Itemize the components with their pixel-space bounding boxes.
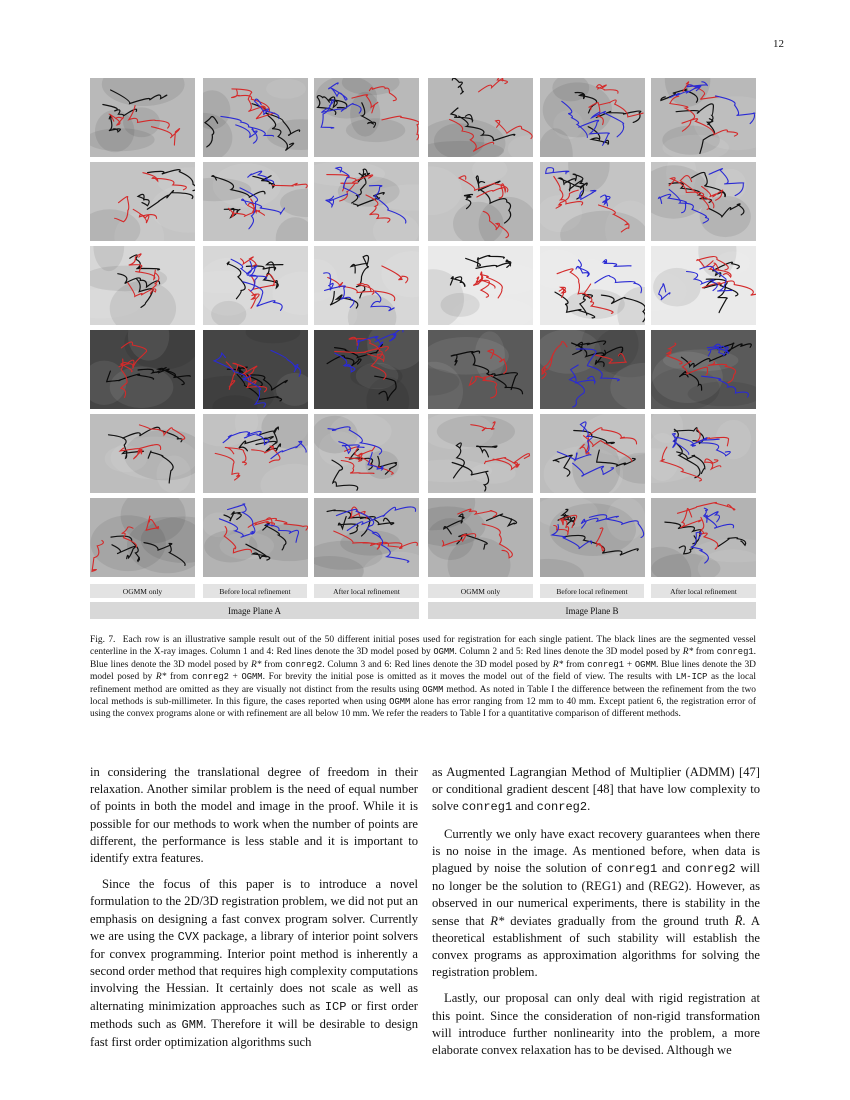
xray-image xyxy=(203,414,308,493)
xray-tile xyxy=(428,78,533,157)
xray-tile xyxy=(428,246,533,325)
xray-image xyxy=(314,330,419,409)
caption-code: OGMM xyxy=(241,672,263,683)
caption-text: alone has error ranging from 12 mm to 40 mm. Except patient 6, the registration error of using the convex programs alone or with refinement are all below 10 mm. We refer the readers to Table I for a quantitative comparison of different methods. xyxy=(90,697,756,720)
paragraph-text: . Therefore it will be desirable to design fast first order optimization algorithms such xyxy=(90,1016,418,1050)
xray-image xyxy=(90,78,195,157)
paragraph-text: . A theoretical establishment of such stability will establish the convex programs as approximation algorithms for solving the registration problem. xyxy=(432,913,760,980)
xray-image xyxy=(651,414,756,493)
xray-image xyxy=(540,330,645,409)
xray-image xyxy=(428,330,533,409)
paragraph: in considering the translational degree of freedom in their relaxation. Another similar problem is the need of equal number of points in both the model and image in the proof. While it is possible for our methods to work when the number of points are different, the performance is less stable and it is important to identify extra features. xyxy=(90,765,418,866)
caption-math: R* xyxy=(682,647,694,658)
paragraph-text: Currently we only have exact recovery guarantees when there is no noise in the image. As mentioned before, when data is plagued by noise the solution of xyxy=(432,826,760,876)
xray-texture xyxy=(700,196,751,237)
xray-tile xyxy=(203,246,308,325)
right-column xyxy=(432,764,760,1068)
paragraph-code: conreg2 xyxy=(685,862,736,877)
xray-image xyxy=(203,246,308,325)
caption-text: from xyxy=(563,659,588,670)
left-column xyxy=(90,764,418,1060)
xray-image xyxy=(203,330,308,409)
xray-tile xyxy=(651,78,756,157)
paragraph xyxy=(432,826,760,982)
caption-text: from xyxy=(261,659,286,670)
caption-text: . Column 3 and 6: Red lines denote the 3D model posed by xyxy=(322,659,553,670)
xray-tile xyxy=(651,162,756,241)
caption-text: . Blue lines denote the 3D model posed by xyxy=(90,659,757,683)
xray-tile xyxy=(90,414,195,493)
paragraph-text: . xyxy=(587,799,591,814)
caption-code: conreg2 xyxy=(285,659,323,670)
xray-tile xyxy=(540,330,645,409)
caption-code: LM-ICP xyxy=(675,672,708,683)
caption-text: as the local refinement method are omitted as they are visually not distinct from the results using xyxy=(90,672,756,695)
xray-tile xyxy=(314,330,419,409)
xray-tile xyxy=(651,498,756,577)
paragraph-code: CVX xyxy=(177,929,200,944)
xray-image xyxy=(314,78,419,157)
xray-image xyxy=(651,330,756,409)
caption-math: R* xyxy=(250,659,262,670)
xray-tile xyxy=(203,498,308,577)
xray-tile xyxy=(203,162,308,241)
xray-image xyxy=(540,414,645,493)
xray-image xyxy=(428,498,533,577)
xray-tile xyxy=(540,414,645,493)
column-label-after-a: After local refinement xyxy=(314,584,419,598)
paragraph-text: and xyxy=(657,861,686,876)
column-label-after-b: After local refinement xyxy=(651,584,756,598)
caption-math: R* xyxy=(155,672,167,683)
paragraph-code: conreg1 xyxy=(606,862,658,877)
xray-tile xyxy=(314,162,419,241)
paragraph-code: conreg2 xyxy=(536,800,588,815)
xray-image xyxy=(540,78,645,157)
paragraph xyxy=(90,876,418,1051)
xray-image xyxy=(90,498,195,577)
paragraph-text: package, a library of interior point solvers for convex programming. Interior point method is inherently a second order method that requires high complexity computations involving the Hessian. It certainly does not scale as well as alternating minimization approaches such as xyxy=(90,928,418,1013)
xray-tile xyxy=(428,414,533,493)
xray-image xyxy=(203,78,308,157)
figure-label: Fig. 7. xyxy=(90,635,116,645)
caption-text: . Column 2 and 5: Red lines denote the 3D model posed by xyxy=(454,647,683,658)
caption-code: OGMM xyxy=(389,697,411,708)
xray-tile xyxy=(428,330,533,409)
xray-image xyxy=(90,162,195,241)
paragraph-code: conreg1 xyxy=(461,800,513,815)
caption-text: . Blue lines denote the 3D model posed by xyxy=(90,647,756,670)
xray-tile xyxy=(540,498,645,577)
xray-tile xyxy=(540,162,645,241)
paragraph-text: will no longer be the solution to (REG1) and (REG2). However, as observed in our numerical experiments, there is stability in the sense that xyxy=(432,861,760,928)
xray-tile xyxy=(314,498,419,577)
column-label-ogmm-b: OGMM only xyxy=(428,584,533,598)
paragraph-text: and xyxy=(512,799,537,814)
xray-texture xyxy=(566,289,625,319)
xray-image xyxy=(90,330,195,409)
xray-tile xyxy=(203,330,308,409)
paragraph xyxy=(432,764,760,817)
figure-7-grid xyxy=(90,78,756,582)
paragraph-math: R̄ xyxy=(734,913,743,928)
caption-text: method. As noted in Table I the difference between the refinement from the two local methods is sub-millimeter. In this figure, the cases reported when using xyxy=(90,684,756,708)
caption-text: + xyxy=(624,659,635,670)
caption-code: OGMM xyxy=(433,647,455,658)
xray-tile xyxy=(314,246,419,325)
xray-image xyxy=(651,246,756,325)
xray-tile xyxy=(651,330,756,409)
plane-label-b: Image Plane B xyxy=(428,602,756,619)
xray-tile xyxy=(651,246,756,325)
xray-image xyxy=(314,246,419,325)
caption-math: R* xyxy=(552,659,564,670)
xray-image xyxy=(428,246,533,325)
plane-label-a: Image Plane A xyxy=(90,602,419,619)
caption-text: from xyxy=(166,672,192,683)
xray-tile xyxy=(314,78,419,157)
xray-image xyxy=(314,498,419,577)
xray-tile xyxy=(651,414,756,493)
xray-image xyxy=(428,414,533,493)
paragraph: Lastly, our proposal can only deal with rigid registration at this point. Since the consideration of non-rigid transformation will introduce further nonlinearity into the problem, a more elaborate convex relaxation has to be devised. Although we xyxy=(432,991,760,1058)
caption-text: . For brevity the initial pose is omitted as it moves the model out of the field of view. The results with xyxy=(262,672,676,683)
xray-image xyxy=(651,498,756,577)
xray-tile xyxy=(314,414,419,493)
xray-tile xyxy=(90,78,195,157)
xray-texture xyxy=(330,414,392,450)
xray-tile xyxy=(90,330,195,409)
xray-tile xyxy=(90,162,195,241)
xray-tile xyxy=(540,246,645,325)
xray-image xyxy=(90,414,195,493)
caption-code: OGMM xyxy=(422,684,444,695)
column-label-before-b: Before local refinement xyxy=(540,584,644,598)
caption-code: conreg1 xyxy=(587,659,625,670)
paragraph-text: as Augmented Lagrangian Method of Multiplier (ADMM) [47] or conditional gradient descent [48] that have low complexity to solve xyxy=(432,765,760,814)
paragraph-text: or first order methods such as xyxy=(90,998,418,1031)
xray-image xyxy=(90,246,195,325)
caption-code: conreg1 xyxy=(716,647,754,658)
xray-image xyxy=(540,246,645,325)
xray-image xyxy=(428,162,533,241)
caption-text: from xyxy=(693,647,717,658)
figure-caption xyxy=(90,634,756,721)
xray-texture xyxy=(266,79,306,99)
xray-tile xyxy=(90,498,195,577)
column-label-ogmm-a: OGMM only xyxy=(90,584,195,598)
xray-texture xyxy=(110,366,174,408)
xray-texture xyxy=(716,420,752,459)
xray-tile xyxy=(540,78,645,157)
xray-image xyxy=(314,162,419,241)
xray-tile xyxy=(203,414,308,493)
xray-image xyxy=(540,498,645,577)
caption-text: Each row is an illustrative sample result out of the 50 different initial poses used for registration for each single patient. The black lines are the segmented vessel centerline in the X-ray images. Column 1 and 4: Red lines denote the 3D model posed by xyxy=(90,635,757,658)
paragraph-text: Since the focus of this paper is to introduce a novel formulation to the 2D/3D registration problem, we did not put an emphasis on designing a fast convex program solver. Currently we are using the xyxy=(90,877,418,943)
xray-texture xyxy=(653,268,701,307)
page-number: 12 xyxy=(773,38,784,50)
xray-image xyxy=(203,162,308,241)
xray-texture xyxy=(95,110,134,152)
paragraph-code: GMM xyxy=(181,1017,204,1032)
caption-code: conreg2 xyxy=(191,672,229,683)
paragraph-text: deviates gradually from the ground truth xyxy=(504,913,735,928)
paragraph-code: ICP xyxy=(324,999,347,1014)
column-label-before-a: Before local refinement xyxy=(203,584,307,598)
xray-texture xyxy=(715,169,746,201)
xray-image xyxy=(428,78,533,157)
paragraph-math: R* xyxy=(490,913,505,928)
xray-image xyxy=(314,414,419,493)
xray-tile xyxy=(428,162,533,241)
caption-text: + xyxy=(228,672,242,683)
xray-texture xyxy=(350,92,380,137)
xray-image xyxy=(651,78,756,157)
xray-tile xyxy=(428,498,533,577)
xray-tile xyxy=(203,78,308,157)
xray-image xyxy=(651,162,756,241)
xray-image xyxy=(540,162,645,241)
xray-tile xyxy=(90,246,195,325)
xray-image xyxy=(203,498,308,577)
caption-code: OGMM xyxy=(634,659,657,670)
xray-texture xyxy=(111,437,195,480)
